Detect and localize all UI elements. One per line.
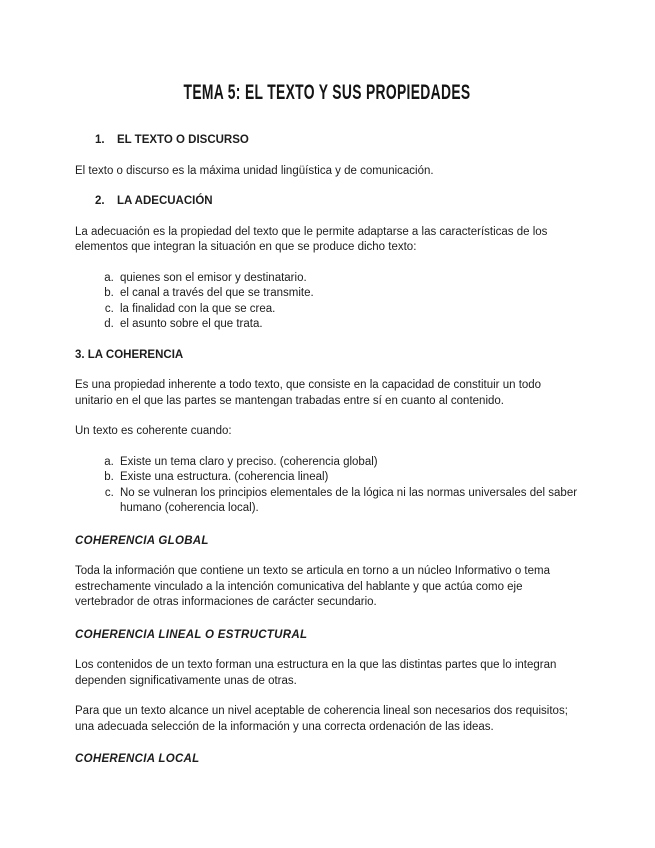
paragraph-coherencia-intro: Un texto es coherente cuando: bbox=[75, 425, 232, 437]
paragraph-coherencia-definition: Es una propiedad inherente a todo texto, que consiste en la capacidad de constituir un todo unitario en el que las partes se mantengan trabadas entre sí en cuanto al contenido. bbox=[75, 379, 542, 407]
list-item: d. el asunto sobre el que trata. bbox=[117, 317, 579, 333]
list-item: b. Existe una estructura. (coherencia lineal) bbox=[117, 470, 579, 486]
section-heading-la-adecuacion bbox=[95, 194, 579, 210]
heading-number: 1. bbox=[95, 134, 105, 146]
paragraph-coherencia-lineal-1: Los contenidos de un texto forman una estructura en la que las distintas partes que lo integran dependen significativamente unas de otras. bbox=[75, 659, 557, 687]
subheading-coherencia-lineal: COHERENCIA LINEAL O ESTRUCTURAL bbox=[75, 628, 308, 641]
list-item: a. quienes son el emisor y destinatario. bbox=[117, 271, 579, 287]
paragraph-coherencia-global: Toda la información que contiene un texto se articula en torno a un núcleo Informativo o tema estrechamente vinculado a la intención comunicativa del hablante y que actúa como eje vertebrador de otras informaciones de carácter secundario. bbox=[75, 565, 550, 608]
paragraph-coherencia-lineal-2: Para que un texto alcance un nivel aceptable de coherencia lineal son necesarios dos requisitos; una adecuada selección de la información y una correcta ordenación de las ideas. bbox=[75, 705, 568, 733]
list-item: a. Existe un tema claro y preciso. (coherencia global) bbox=[117, 455, 579, 471]
section-heading-la-coherencia: 3. LA COHERENCIA bbox=[75, 348, 184, 361]
subheading-coherencia-local: COHERENCIA LOCAL bbox=[75, 753, 200, 765]
paragraph-texto-definition: El texto o discurso es la máxima unidad lingüística y de comunicación. bbox=[75, 164, 434, 177]
heading-label: EL TEXTO O DISCURSO bbox=[117, 134, 249, 146]
paragraph-adecuacion-definition: La adecuación es la propiedad del texto que le permite adaptarse a las características de los elementos que integran la situación en que se produce dicho texto: bbox=[75, 225, 548, 253]
list-item: b. el canal a través del que se transmite. bbox=[117, 286, 579, 302]
adecuacion-list bbox=[75, 271, 579, 333]
document-title: TEMA 5: EL TEXTO Y SUS PROPIEDADES bbox=[183, 81, 471, 104]
heading-number: 2. bbox=[95, 195, 105, 207]
list-item: c. No se vulneran los principios elementales de la lógica ni las normas universales del saber humano (coherencia local). bbox=[117, 486, 579, 517]
section-heading-el-texto bbox=[95, 133, 579, 149]
coherencia-list bbox=[75, 455, 579, 517]
list-item: c. la finalidad con la que se crea. bbox=[117, 302, 579, 318]
heading-label: LA ADECUACIÓN bbox=[117, 195, 213, 207]
subheading-coherencia-global: COHERENCIA GLOBAL bbox=[75, 534, 209, 547]
